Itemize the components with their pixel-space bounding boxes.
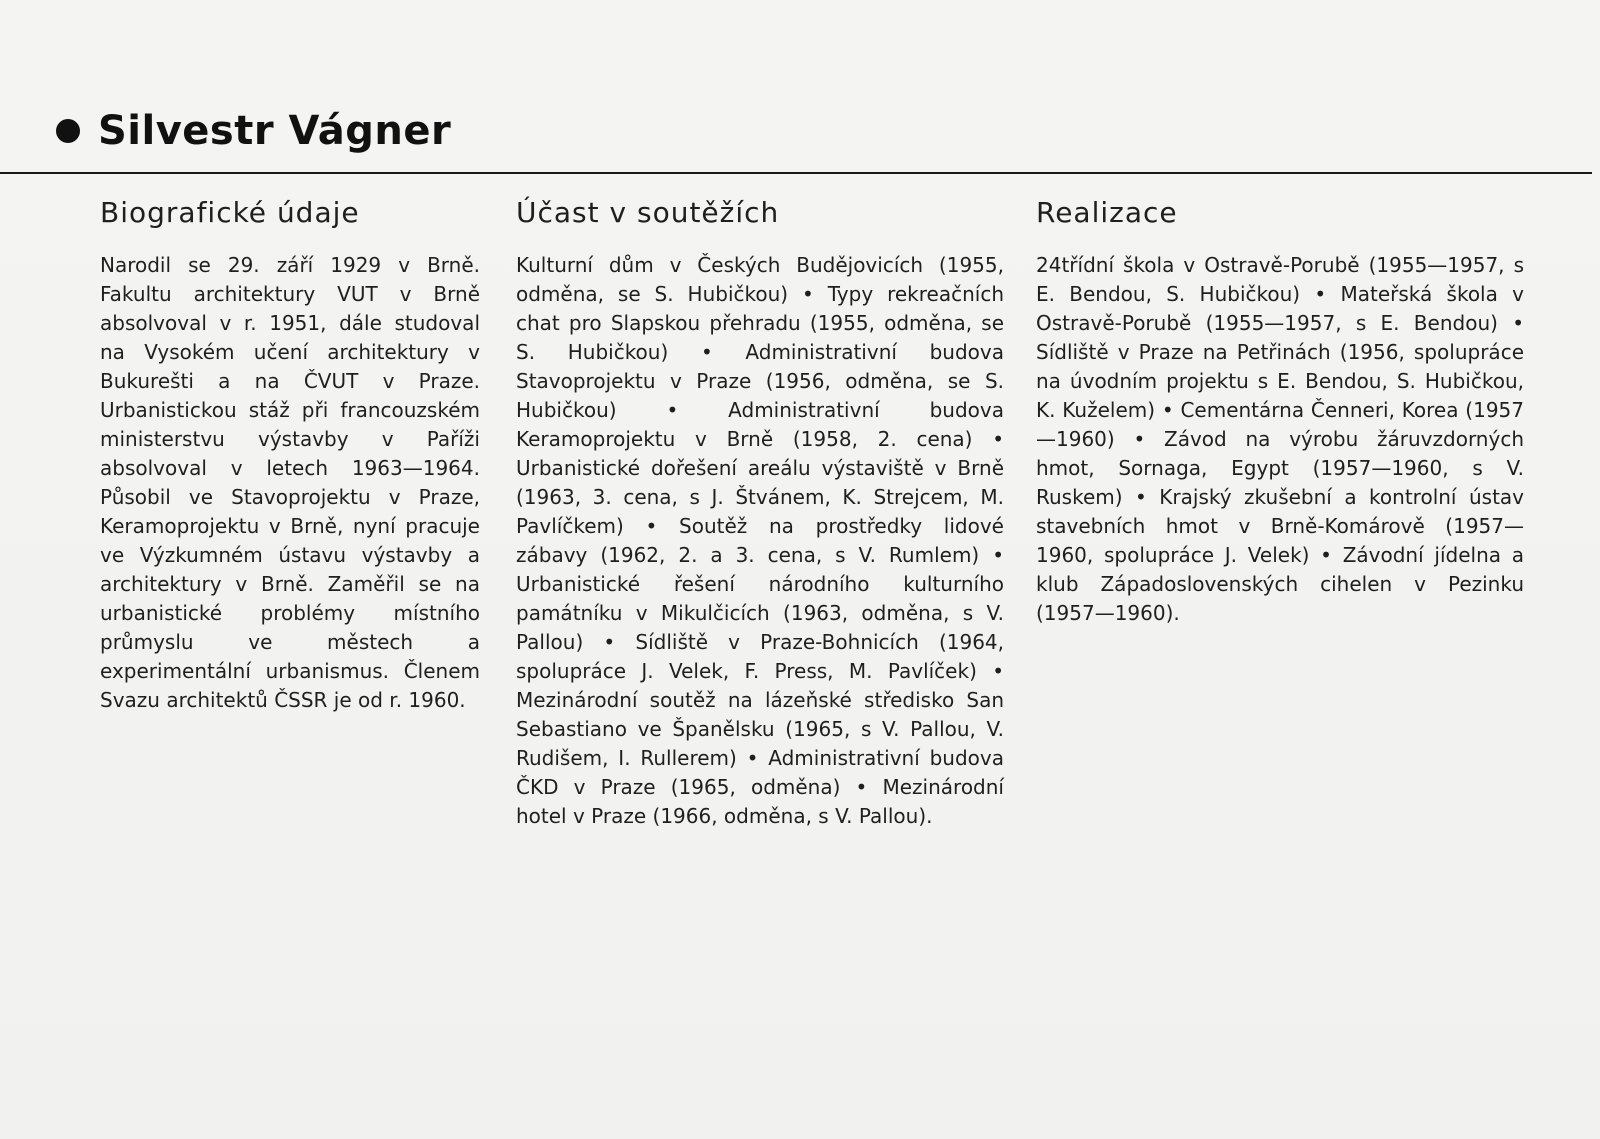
realizations-text: 24třídní škola v Ostravě-Porubě (1955—1957, s E. Bendou, S. Hubičkou) • Mateřská škola v Ostravě-Porubě (1955—1957, s E. Bendou) • Sídliště v Praze na Petřinách (1956, spolupráce na úvodním projektu s E. Bendou, S. Hubičkou, K. Kuželem) • Cementárna Čenneri, Korea (1957—1960) • Závod na výrobu žáruvzdorných hmot, Sornaga, Egypt (1957—1960, s V. Ruskem) • Krajský zkušební a kontrolní ústav stavebních hmot v Brně-Komárově (1957—1960, spolupráce J. Velek) • Závodní jídelna a klub Západoslovenských cihelen v Pezinku (1957—1960).	[1036, 253, 1524, 625]
horizontal-divider	[0, 172, 1592, 174]
bullet-icon	[56, 119, 80, 143]
realizations-heading: Realizace	[1036, 196, 1178, 229]
biography-text: Narodil se 29. září 1929 v Brně. Fakultu architektury VUT v Brně absolvoval v r. 1951, dále studoval na Vysokém učení architektury v Bukurešti a na ČVUT v Praze. Urbanistickou stáž při francouzském ministerstvu výstavby v Paříži absolvoval v letech 1963—1964. Působil ve Stavoprojektu v Praze, Keramoprojektu v Brně, nyní pracuje ve Výzkumném ústavu výstavby a architektury v Brně. Zaměřil se na urbanistické problémy místního průmyslu ve městech a experimentální urbanismus. Členem Svazu architektů ČSSR je od r. 1960.	[100, 253, 480, 712]
page-header	[56, 108, 451, 154]
column-realizations	[1036, 196, 1524, 628]
column-biography	[100, 196, 480, 715]
competitions-heading: Účast v soutěžích	[516, 196, 780, 229]
competitions-text: Kulturní dům v Českých Budějovicích (1955, odměna, se S. Hubičkou) • Typy rekreačních chat pro Slapskou přehradu (1955, odměna, se S. Hubičkou) • Administrativní budova Stavoprojektu v Praze (1956, odměna, se S. Hubičkou) • Administrativní budova Keramoprojektu v Brně (1958, 2. cena) • Urbanistické dořešení areálu výstaviště v Brně (1963, 3. cena, s J. Štvánem, K. Strejcem, M. Pavlíčkem) • Soutěž na prostředky lidové zábavy (1962, 2. a 3. cena, s V. Rumlem) • Urbanistické řešení národního kulturního památníku v Mikulčicích (1963, odměna, s V. Pallou) • Sídliště v Praze-Bohnicích (1964, spolupráce J. Velek, F. Press, M. Pavlíček) • Mezinárodní soutěž na lázeňské středisko San Sebastiano ve Španělsku (1965, s V. Pallou, V. Rudišem, I. Rullerem) • Administrativní budova ČKD v Praze (1965, odměna) • Mezinárodní hotel v Praze (1966, odměna, s V. Pallou).	[516, 253, 1004, 828]
column-competitions	[516, 196, 1004, 831]
biography-heading: Biografické údaje	[100, 196, 360, 229]
architect-name: Silvestr Vágner	[98, 108, 452, 154]
